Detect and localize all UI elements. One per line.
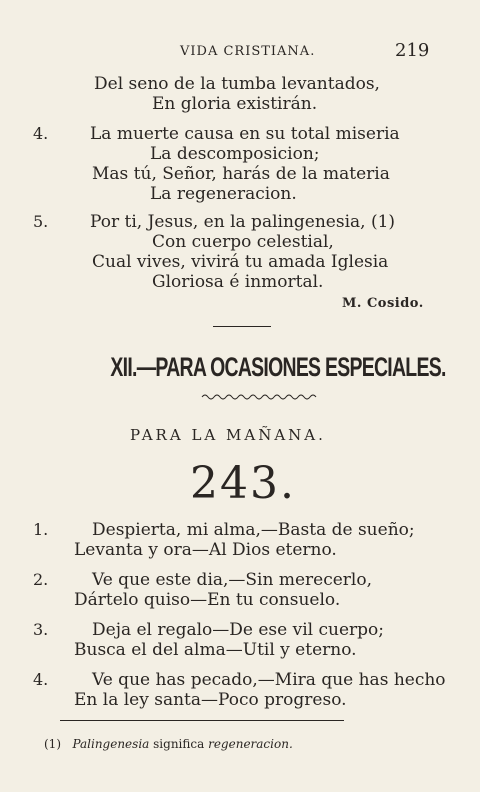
footnote-meaning: regeneracion.: [208, 737, 293, 751]
verse-number: 3.: [33, 620, 49, 639]
verse-line: Deja el regalo—De ese vil cuerpo;: [92, 620, 385, 640]
verse-line: Por ti, Jesus, en la palingenesia, (1): [90, 212, 396, 232]
verse-line: En gloria existirán.: [152, 94, 318, 114]
verse-line: Despierta, mi alma,—Basta de sueño;: [92, 520, 415, 540]
verse-line: En la ley santa—Poco progreso.: [74, 690, 347, 710]
verse-line: Mas tú, Señor, harás de la materia: [92, 164, 390, 184]
verse-number: 4.: [33, 670, 49, 689]
verse-line: Dártelo quiso—En tu consuelo.: [74, 590, 341, 610]
stanza-number: 4.: [33, 124, 49, 143]
verse-line: Levanta y ora—Al Dios eterno.: [74, 540, 337, 560]
page-number: 219: [395, 40, 430, 61]
verse-line: Busca el del alma—Util y eterno.: [74, 640, 357, 660]
footnote-divider: [60, 720, 344, 721]
stanza-number: 5.: [33, 212, 49, 231]
hymn-number: 243.: [190, 458, 296, 509]
verse-line: La regeneracion.: [150, 184, 297, 204]
footnote-text: significa: [153, 737, 205, 751]
short-divider: [213, 326, 271, 327]
verse-number: 1.: [33, 520, 49, 539]
verse-line: Ve que has pecado,—Mira que has hecho: [92, 670, 446, 690]
section-title: XII.—PARA OCASIONES ESPECIALES.: [110, 352, 446, 382]
verse-line: La descomposicion;: [150, 144, 320, 164]
verse-line: Gloriosa é inmortal.: [152, 272, 324, 292]
verse-line: La muerte causa en su total miseria: [90, 124, 400, 144]
author-signature: M. Cosido.: [342, 296, 424, 311]
verse-line: Con cuerpo celestial,: [152, 232, 334, 252]
section-subheading: PARA LA MAÑANA.: [130, 426, 326, 444]
verse-line: Cual vives, vivirá tu amada Iglesia: [92, 252, 389, 272]
footnote: [44, 737, 293, 751]
verse-number: 2.: [33, 570, 49, 589]
verse-line: Ve que este dia,—Sin merecerlo,: [92, 570, 373, 590]
wave-ornament-icon: [200, 392, 320, 402]
footnote-term: Palingenesia: [72, 737, 150, 751]
verse-line: Del seno de la tumba levantados,: [94, 74, 380, 94]
footnote-marker: (1): [44, 737, 61, 751]
running-title: VIDA CRISTIANA.: [180, 44, 316, 59]
